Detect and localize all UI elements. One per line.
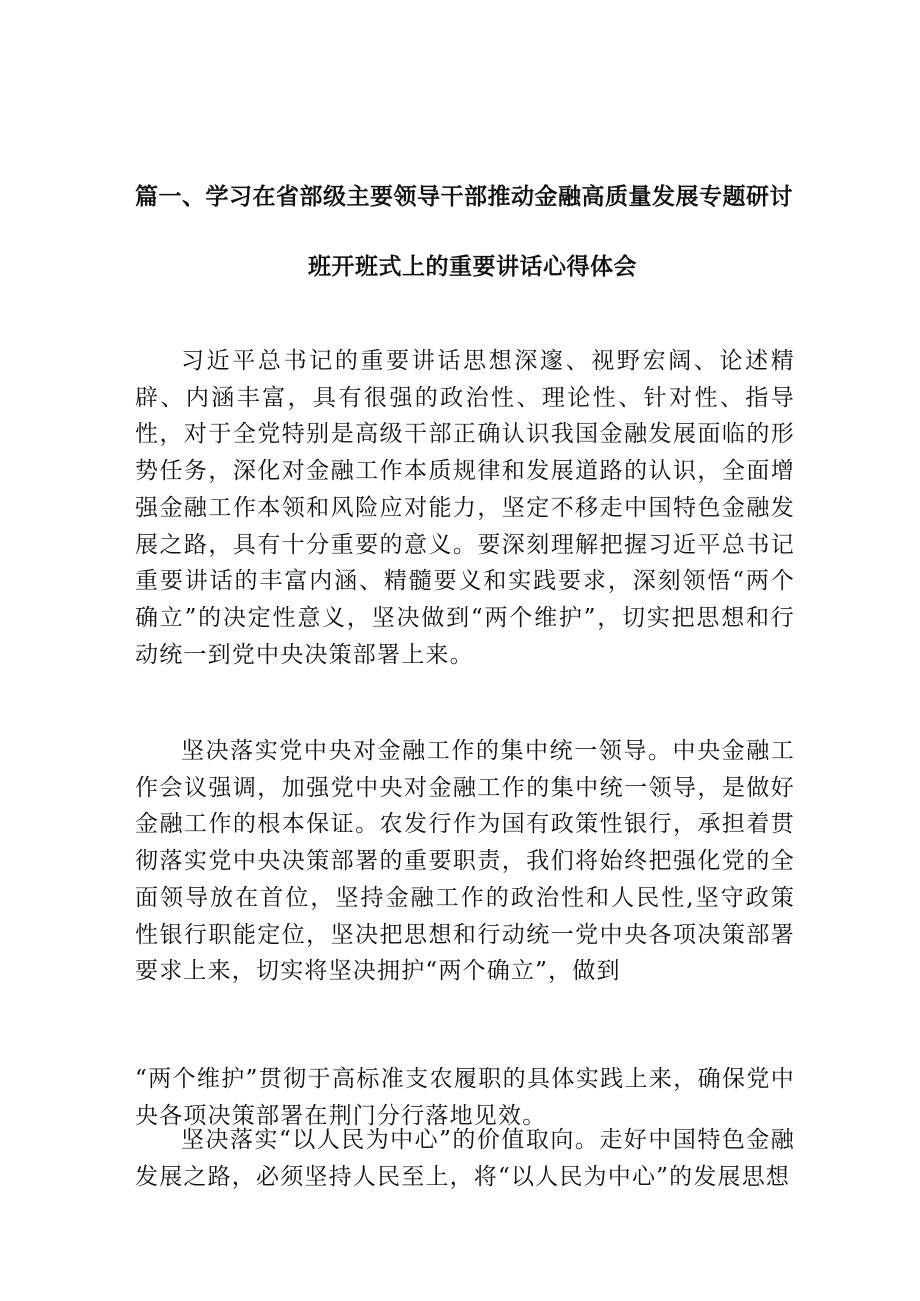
paragraph-2: 坚决落实党中央对金融工作的集中统一领导。中央金融工作会议强调，加强党中央对金融工作的集中统一领导，是做好金融工作的根本保证。农发行作为国有政策性银行，承担着贯彻落实党中央决策部署的重要职责，我们将始终把强化党的全面领导放在首位，坚持金融工作的政治性和人民性,坚守政策性银行职能定位，坚决把思想和行动统一党中央各项决策部署要求上来，切实将坚决拥护“两个确立”，做到: [135, 738, 795, 985]
paragraph-2-continuation: “两个维护”贯彻于高标准支农履职的具体实践上来，确保党中央各项决策部署在荆门分行落地见效。: [135, 1066, 795, 1129]
document-title-line-2: 班开班式上的重要讲话心得体会: [308, 254, 637, 280]
paragraph-3: 坚决落实“以人民为中心”的价值取向。走好中国特色金融发展之路，必须坚持人民至上，将“以人民为中心”的发展思想: [135, 1127, 795, 1190]
document-title-line-1: 篇一、学习在省部级主要领导干部推动金融高质量发展专题研讨: [135, 184, 793, 210]
paragraph-1: 习近平总书记的重要讲话思想深邃、视野宏阔、论述精辟、内涵丰富，具有很强的政治性、理论性、针对性、指导性，对于全党特别是高级干部正确认识我国金融发展面临的形势任务，深化对金融工作本质规律和发展道路的认识，全面增强金融工作本领和风险应对能力，坚定不移走中国特色金融发展之路，具有十分重要的意义。要深刻理解把握习近平总书记重要讲话的丰富内涵、精髓要义和实践要求，深刻领悟“两个确立”的决定性意义，坚决做到“两个维护”，切实把思想和行动统一到党中央决策部署上来。: [135, 348, 795, 668]
